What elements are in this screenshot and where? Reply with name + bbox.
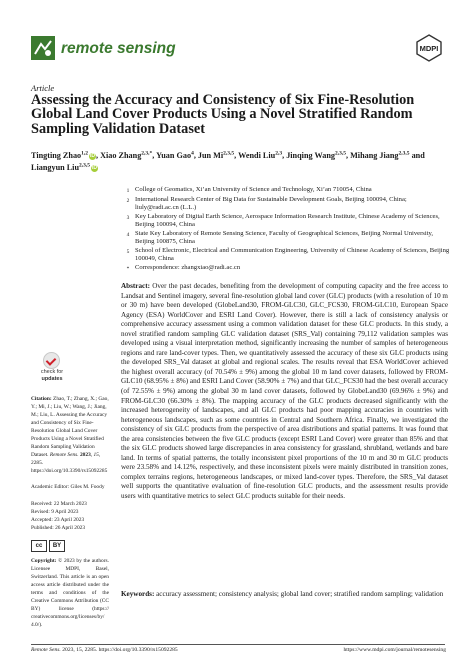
journal-name[interactable]: remote sensing — [61, 40, 176, 57]
author-affiliation-marker: 2,3,5 — [79, 161, 91, 168]
affiliation-item — [121, 196, 451, 213]
keywords-label: Keywords: — [121, 590, 155, 598]
date-accepted: Accepted: 23 April 2023 — [31, 516, 85, 523]
author-name[interactable]: Xiao Zhang — [100, 151, 142, 160]
author-name[interactable]: Tingting Zhao — [31, 151, 82, 160]
keywords-text: accuracy assessment; consistency analysis; global land cover; stratified random sampling; validation — [156, 590, 444, 598]
copyright-block — [31, 557, 109, 629]
keywords — [121, 590, 448, 600]
footer-citation — [31, 647, 178, 653]
author-name[interactable]: Jinqing Wang — [286, 151, 335, 160]
mdpi-logo-icon[interactable] — [415, 34, 443, 62]
affiliation-text: School of Electronic, Electrical and Communication Engineering, University of Chinese Academy of Sciences, Beijing 100049, China — [135, 246, 450, 263]
footer-divider — [31, 644, 445, 645]
date-published: Published: 26 April 2023 — [31, 524, 86, 531]
author-separator: and — [409, 151, 425, 160]
copyright-label: Copyright: — [31, 557, 57, 564]
affiliation-item — [121, 247, 451, 264]
updates-line1: check for — [40, 369, 64, 375]
affiliation-text: Correspondence: zhangxiao@radi.ac.cn — [135, 263, 241, 271]
author-separator: , — [96, 151, 101, 160]
author-separator: , — [345, 151, 351, 160]
author-separator: , — [193, 151, 198, 160]
affiliation-item — [121, 213, 451, 230]
affiliation-number: 5 — [126, 248, 130, 255]
citation-year: 2023 — [79, 452, 91, 459]
cc-license-badge[interactable] — [31, 540, 109, 552]
author-list — [31, 150, 446, 173]
citation-volume: 15 — [93, 452, 99, 459]
article-sidebar — [31, 395, 109, 637]
copyright-text: © 2023 by the authors. Licensee MDPI, Basel, Switzerland. This article is an open access article distributed under the terms and conditions of the Creative Commons Attribution (CC BY) license (https:// creativecommons.org/licenses/by/ 4.0/). — [31, 557, 109, 629]
abstract-label: Abstract: — [121, 282, 150, 290]
cc-icon: cc — [31, 540, 47, 552]
affiliation-number: * — [126, 265, 130, 272]
check-for-updates-button[interactable] — [31, 352, 73, 382]
author-separator: , — [152, 151, 157, 160]
affiliation-number: 1 — [126, 188, 130, 194]
affiliation-number: 4 — [126, 231, 130, 238]
affiliation-item — [121, 264, 451, 274]
journal-logo-icon — [31, 36, 55, 60]
academic-editor: Academic Editor: Giles M. Foody — [31, 484, 105, 491]
author-name[interactable]: Mihang Jiang — [350, 151, 399, 160]
affiliation-text: College of Geomatics, Xi’an University of Science and Technology, Xi’an 710054, China — [135, 186, 372, 193]
footer-doi[interactable]: 2023, 15, 2285. https://doi.org/10.3390/rs15092285 — [60, 647, 178, 653]
article-type: Article — [31, 83, 55, 93]
orcid-icon[interactable]: iD — [92, 164, 98, 171]
footer-journal-link[interactable]: https://www.mdpi.com/journal/remotesensing — [343, 647, 446, 653]
author-name[interactable]: Liangyun Liu — [31, 162, 80, 172]
date-revised: Revised: 9 April 2023 — [31, 508, 79, 515]
check-updates-icon — [43, 352, 60, 369]
author-name[interactable]: Yuan Gao — [156, 151, 192, 160]
affiliation-item — [121, 186, 451, 196]
affiliation-text: Key Laboratory of Digital Earth Science, Aerospace Information Research Institute, Chinese Academy of Sciences, Beijing 100094, China — [135, 212, 440, 229]
author-affiliation-marker: 2,3,* — [141, 150, 153, 157]
abstract — [121, 282, 448, 502]
author-name[interactable]: Wendi Liu — [238, 151, 276, 160]
citation-block: Citation: Zhao, T.; Zhang, X.; Gao, Y.; Mi, J.; Liu, W.; Wang, J.; Jiang, M.; Liu, L. Assessing the Accuracy and Consistency of Six Fine-Resolution Global Land Cover Products Using a Novel Stratified Random Sampling Validation Dataset. Remote Sens. 2023, 15, 2285. https://doi.org/10.3390/rs15092285 — [31, 396, 109, 475]
mdpi-logo-text: MDPI — [419, 44, 439, 53]
author-affiliation-marker: 4 — [191, 150, 194, 157]
orcid-icon[interactable]: iD — [90, 153, 96, 159]
citation-label: Citation: — [31, 396, 52, 402]
date-received: Received: 22 March 2023 — [31, 500, 87, 507]
citation-journal: Remote Sens. — [49, 452, 79, 459]
author-affiliation-marker: 1,2 — [81, 150, 89, 157]
updates-line2: updates — [41, 375, 63, 382]
by-icon: BY — [49, 540, 65, 552]
author-name[interactable]: Jun Mi — [197, 151, 224, 160]
page-title: Assessing the Accuracy and Consistency of Six Fine-Resolution Global Land Cover Products Using a Novel Stratified Random Sampling Validation Dataset — [31, 92, 415, 137]
author-affiliation-marker: 2,3,5 — [223, 150, 235, 157]
affiliation-text: International Research Center of Big Data for Sustainable Development Goals, Beijing 100094, China; liuly@radi.ac.cn (L.L.) — [135, 195, 407, 212]
author-separator: , — [234, 151, 239, 160]
footer-journal: Remote Sens. — [31, 647, 61, 653]
abstract-text: Over the past decades, benefiting from the development of computing capacity and the free access to Landsat and Sentinel imagery, several fine-resolution global land cover (GLC) products (with a resolution of 10 m or 30 m) have been developed (GlobeLand30, FROM-GLC30, GLC_FCS30, FROM-GLC10, European Space Agency (ESA) WorldCover and ESRI Land Cover). However, there is still a lack of consistency analysis or comprehensive accuracy assessment using a common validation dataset for these GLC products. In this study, a novel stratified random sampling GLC validation dataset (SRS_Val) containing 79,112 validation samples was developed using a visual interpretation method, significantly increasing the number of samples of heterogeneous regions and rare land-cover types. Then, we quantitatively assessed the accuracy of these six GLC products using the developed SRS_Val dataset at global and regional scales. The results reveal that ESA WorldCover achieved the highest overall accuracy (of 70.54% ± 9%) among the global 10 m land cover datasets, followed by FROM-GLC10 (68.95% ± 8%) and ESRI Land Cover (58.90% ± 7%) and that GLC_FCS30 had the best overall accuracy (of 72.55% ± 9%) among the global 30 m land cover datasets, followed by GlobeLand30 (69.96% ± 9%) and FROM-GLC30 (66.30% ± 8%). The mapping accuracy of the GLC products decreased significantly with the increased heterogeneity of landscapes, and all GLC products had poor mapping accuracies in countries with heterogeneous landscapes, such as some countries in Central and Southern Africa. Finally, we investigated the consistency of six GLC products from the perspective of area distributions and spatial patterns. It was found that the area consistencies between the five GLC products (except ESRI Land Cover) were greater than 85% and that the six GLC products showed large discrepancies in area consistency for grassland, shrubland, wetlands and bare land. In terms of spatial patterns, the totally inconsistent pixel proportions of the 10 m and 30 m GLC products were 23.58% and 14.12%, respectively, and these inconsistent pixels were mainly distributed in transition zones, complex terrains regions, heterogeneous landscapes, or mixed land-cover types. Therefore, the SRS_Val dataset well supports the quantitative evaluation of fine-resolution GLC products, and the assessment results provide users with quantitative metrics to select GLC products suitable for their needs. — [121, 282, 448, 501]
author-separator: , — [282, 151, 287, 160]
author-affiliation-marker: 2,3,5 — [398, 150, 410, 157]
affiliations — [121, 186, 451, 273]
dates-block — [31, 500, 109, 532]
affiliation-text: State Key Laboratory of Remote Sensing Science, Faculty of Geographical Sciences, Beijing Normal University, Beijing 100875, China — [135, 229, 434, 246]
affiliation-item — [121, 230, 451, 247]
author-affiliation-marker: 2,3 — [275, 150, 283, 157]
author-affiliation-marker: 2,3,5 — [334, 150, 346, 157]
affiliation-number: 3 — [126, 214, 130, 221]
citation-doi[interactable]: , 2285. https://doi.org/10.3390/rs15092285 — [31, 452, 108, 475]
citation-text: Zhao, T.; Zhang, X.; Gao, Y.; Mi, J.; Liu, W.; Wang, J.; Jiang, M.; Liu, L. Assessing the Accuracy and Consistency of Six Fine-Resolution Global Land Cover Products Using a Novel Stratified Random Sampling Validation Dataset. — [31, 396, 109, 459]
affiliation-number: 2 — [126, 197, 130, 204]
